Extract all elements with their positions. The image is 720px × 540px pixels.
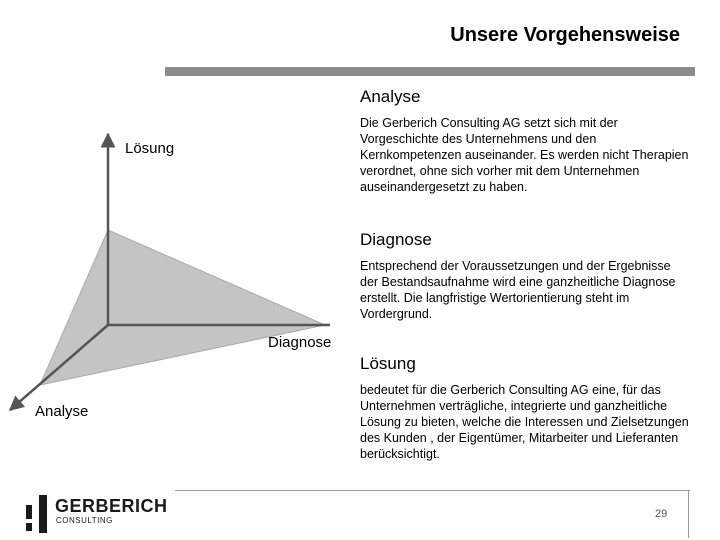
axis-label-diagnose: Diagnose <box>268 334 332 351</box>
section-heading-loesung: Lösung <box>360 354 416 373</box>
section-heading-diagnose: Diagnose <box>360 230 432 249</box>
footer-corner-line <box>688 490 689 538</box>
section-heading-analyse: Analyse <box>360 87 421 106</box>
page-number: 29 <box>655 508 668 520</box>
section-text-loesung: bedeutet für die Gerberich Consulting AG eine, für das Unternehmen verträgliche, integrierte und ganzheitliche Lösung zu bieten, welche die Interessen und Zielsetzungen des Kunden , der Eigentümer, Mitarbeiter und Lieferanten berücksichtigt. <box>360 383 689 461</box>
logo-subtitle: CONSULTING <box>56 516 113 525</box>
logo-mark-icon <box>22 493 52 535</box>
section-text-diagnose: Entsprechend der Voraussetzungen und der Ergebnisse der Bestandsaufnahme wird eine ganzheitliche Diagnose erstellt. Die langfristige Wertorientierung steht im Vordergrund. <box>360 259 676 321</box>
section-text-analyse: Die Gerberich Consulting AG setzt sich mit der Vorgeschichte des Unternehmens und den Kernkompetenzen auseinander. Es werden nicht Therapien verordnet, ohne sich vorher mit dem Unternehmen auseinandergesetzt zu haben. <box>360 116 689 194</box>
axis-label-analyse: Analyse <box>35 403 89 420</box>
footer-divider <box>175 490 690 491</box>
axis-label-loesung: Lösung <box>125 140 175 157</box>
page-title: Unsere Vorgehensweise <box>450 24 680 46</box>
logo-name: GERBERICH <box>55 496 168 516</box>
triangle-plane <box>40 230 325 385</box>
